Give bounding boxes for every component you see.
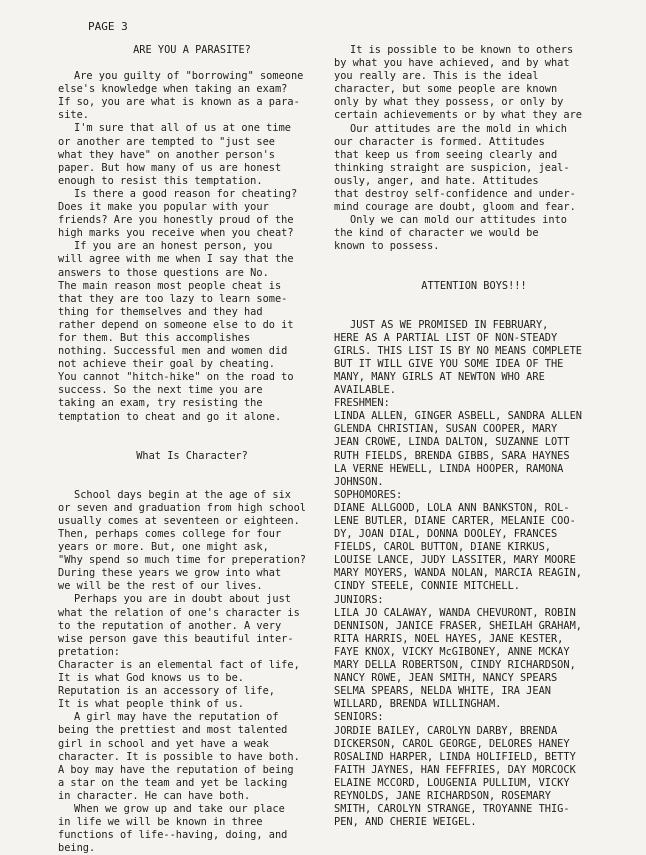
attention-intro: JUST AS WE PROMISED IN FEBRUARY, HERE AS A PARTIAL LIST OF NON-STEADY GIRLS. THIS LIST IS BY NO MEANS COMPLETE BUT IT WILL GIVE YOU SOME IDEA OF THE MANY, MANY GIRLS AT NEWTON WHO ARE AVAILABLE. (334, 318, 582, 397)
paragraph: Perhaps you are in doubt about just what the relation of one's character is to the reputation of another. A very wise person gave this beautiful inter- pretation: (58, 593, 300, 658)
names-sophomores: DIANE ALLGOOD, LOLA ANN BANKSTON, ROL- LENE BUTLER, DIANE CARTER, MELANIE COO- DY, JOAN DIAL, DONNA DOOLEY, FRANCES FIELDS, CAROL BUTTON, DIANE KIRKUS, LOUISE LANCE, JUDY LASSITER, MARY MOORE MARY MOYERS, WANDA NOLAN, MARCIA REAGIN, CINDY STEELE, CONNIE MITCHELL. (334, 501, 582, 593)
group-label-sophomores: SOPHOMORES: (334, 488, 403, 501)
paragraph: It is possible to be known to others by what you have achieved, and by what you really are. This is the ideal character, but some people are known only by what they possess, or only by certain achievements or by what they are (334, 44, 582, 122)
right-column (334, 44, 614, 829)
names-freshmen: LINDA ALLEN, GINGER ASBELL, SANDRA ALLEN GLENDA CHRISTIAN, SUSAN COOPER, MARY JEAN CROWE, LINDA DALTON, SUZANNE LOTT RUTH FIELDS, BRENDA GIBBS, SARA HAYNES LA VERNE HEWELL, LINDA HOOPER, RAMONA JOHNSON. (334, 410, 582, 488)
paragraph: If you are an honest person, you will agree with me when I say that the answers to those questions are No. The main reason most people cheat is that they are too lazy to learn some- thing for themselves and they had rather depend on someone else to do it for them. But this accomplishes nothing. Successful men and women did not achieve their goal by cheating. You cannot "hitch-hike" on the road to success. So the next time you are taking an exam, try resisting the temptation to cheat and go it alone. (58, 240, 294, 423)
paragraph: When we grow up and take our place in life we will be known in three functions of life--having, doing, and being. (58, 802, 288, 855)
group-label-freshmen: FRESHMEN: (334, 397, 390, 410)
article-title-attention: ATTENTION BOYS!!! (421, 279, 527, 292)
names-seniors: JORDIE BAILEY, CAROLYN DARBY, BRENDA DICKERSON, CAROL GEORGE, DELORES HANEY ROSALIND HARPER, LINDA HOLIFIELD, BETTY FAITH JAYNES, HAN FEFFRIES, DAY MORCOCK ELAINE MCCORD, LOUGENIA PULLIUM, VICKY REYNOLDS, JANE RICHARDSON, ROSEMARY SMITH, CAROLYN STRANGE, TROYANNE THIG- PEN, AND CHERIE WEIGEL. (334, 724, 576, 829)
article-title-parasite: ARE YOU A PARASITE? (133, 44, 251, 56)
paragraph: Are you guilty of "borrowing" someone else's knowledge when taking an exam? If so, you are what is known as a para- site. (58, 70, 304, 122)
names-juniors: LILA JO CALAWAY, WANDA CHEVURONT, ROBIN DENNISON, JANICE FRASER, SHEILAH GRAHAM, RITA HARRIS, NOEL HAYES, JANE KESTER, FAYE KNOX, VICKY McGIBONEY, ANNE MCKAY MARY DELLA ROBERTSON, CINDY RICHARDSON, NANCY ROWE, JEAN SMITH, NANCY SPEARS SELMA SPEARS, NELDA WHITE, IRA JEAN WILLARD, BRENDA WILLINGHAM. (334, 606, 582, 711)
group-label-seniors: SENIORS: (334, 711, 384, 724)
paragraph: Only we can mold our attitudes into the kind of character we would be known to possess. (334, 214, 567, 253)
paragraph: Our attitudes are the mold in which our character is formed. Attitudes that keep us from seeing clearly and thinking straight are suspicion, jeal- ously, anger, and hate. Attitudes that destroy self-confidence and under- mind courage are doubt, gloom and fear. (334, 122, 576, 214)
article-title-character: What Is Character? (136, 449, 248, 462)
paragraph: Is there a good reason for cheating? Does it make you popular with your friends? Are you honestly proud of the high marks you receive when you cheat? (58, 187, 298, 240)
left-column (58, 44, 326, 855)
paragraph: School days begin at the age of six or seven and graduation from high school usually comes at seventeen or eighteen. Then, perhaps comes college for four years or more. But, one might ask, "Why spend so much time for preperation? During these years we grow into what we will be the rest of our lives. (58, 488, 306, 593)
quote: Character is an elemental fact of life, It is what God knows us to be. Reputation is an accessory of life, It is what people think of us. (58, 658, 300, 711)
page-number: PAGE 3 (88, 20, 128, 33)
paragraph: I'm sure that all of us at one time or another are tempted to "just see what they have" on another person's paper. But how many of us are honest enough to resist this temptation. (58, 122, 291, 187)
paragraph: A girl may have the reputation of being the prettiest and most talented girl in school and yet have a weak character. It is possible to have both. A boy may have the reputation of being a star on the team and yet be lacking in character. He can have both. (58, 711, 300, 802)
group-label-juniors: JUNIORS: (334, 593, 384, 606)
